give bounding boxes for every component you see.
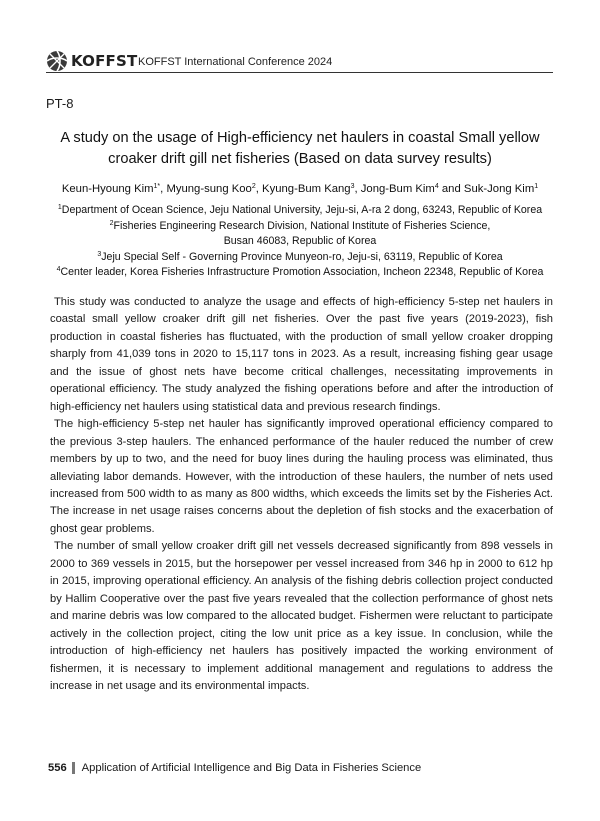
author-name: Kyung-Bum Kang: [262, 183, 351, 195]
author-separator: and: [438, 183, 464, 195]
author-list: [30, 183, 570, 195]
affiliation: $^3$Jeju Special Self - Governing Province Munyeon-ro, Jeju-si, 63119, Republic of Korea: [97, 250, 503, 263]
author-separator: ,: [255, 183, 263, 195]
affiliation-list: [30, 203, 570, 281]
author-name: Myung-sung Koo: [166, 183, 252, 195]
logo-text: KOFFST: [71, 52, 138, 70]
affiliation: $^1$Department of Ocean Science, Jeju National University, Jeju-si, A-ra 2 dong, 63243, Republic of Korea: [57, 204, 543, 216]
affiliation: Busan 46083, Republic of Korea: [223, 235, 377, 247]
author-name: Jong-Bum Kim: [360, 183, 435, 195]
title-line-1: A study on the usage of High-efficiency net haulers in coastal Small yellow: [60, 130, 540, 146]
author-name: Suk-Jong Kim: [463, 183, 535, 195]
abstract-paragraph: The high-efficiency 5-step net hauler has significantly improved operational efficiency compared to the previous 3-step haulers. The enhanced performance of the hauler reduced the number of crew members by up to two, and the need for buoy lines during the hauling process was eliminated, thus alleviating labor demands. However, with the introduction of these haulers, the number of nets used increased from 500 width to as many as 800 widths, which exceeds the limits set by the Fisheries Act. The increase in net usage raises concerns about the depletion of fish stocks and the exacerbation of ghost gear problems.: [50, 418, 553, 535]
page-header: [46, 50, 553, 73]
author-separator: ,: [160, 183, 167, 195]
paper-code: PT-8: [46, 96, 74, 111]
author-affiliation-mark: 4: [434, 183, 439, 190]
conference-name: KOFFST International Conference 2024: [138, 56, 333, 68]
page-number: 556: [48, 762, 67, 774]
footer-section-title: Application of Artificial Intelligence and Big Data in Fisheries Science: [81, 762, 422, 774]
author-affiliation-mark: 1: [534, 183, 539, 190]
author-separator: ,: [354, 183, 361, 195]
affiliation: $^2$Fisheries Engineering Research Division, National Institute of Fisheries Science,: [109, 219, 491, 232]
author-affiliation-mark: 3: [350, 183, 355, 190]
abstract-body: [50, 294, 553, 695]
footer-divider: [72, 762, 75, 774]
abstract-paragraph: This study was conducted to analyze the usage and effects of high-efficiency 5-step net haulers in coastal small yellow croaker drift gill net fisheries. Over the past five years (2019-2023), fish production in coastal fisheries has fluctuated, with the production of small yellow croaker dropping sharply from 41,039 tons in 2020 to 15,117 tons in 2023. As a result, increasing fishing gear usage and the issue of ghost nets have become critical challenges, necessitating improvements in operational efficiency. The study analyzed the fishing operations before and after the introduction of high-efficiency net haulers using statistical data and previous research findings.: [50, 296, 553, 413]
koffst-logo: [46, 50, 137, 72]
author-affiliation-mark: 1*: [153, 183, 161, 190]
affiliation: $^4$Center leader, Korea Fisheries Infrastructure Promotion Association, Incheon 22348, Republic of Korea: [56, 266, 544, 278]
abstract-paragraph: The number of small yellow croaker drift gill net vessels decreased significantly from 898 vessels in 2000 to 369 vessels in 2015, but the horsepower per vessel increased from 346 hp in 2000 to 612 hp in 2015, improving operational efficiency. An analysis of the fishing debris collection project conducted by Hallim Cooperative over the past five years revealed that the collection performance of ghost nets and marine debris was low compared to the allocated budget. Fishermen were reluctant to participate actively in the collection project, citing the low unit price as a key issue. In conclusion, while the introduction of high-efficiency net haulers has positively impacted the working environment of fishermen, it is necessary to implement additional management and regulations to address the increase in net usage and its environmental impacts.: [50, 540, 553, 692]
koffst-logo-icon: [46, 50, 68, 72]
author-name: Keun-Hyoung Kim: [61, 183, 154, 195]
title-line-2: croaker drift gill net fisheries (Based on data survey results): [108, 151, 492, 167]
author-affiliation-mark: 2: [251, 183, 256, 190]
paper-title: [40, 128, 560, 170]
page-footer: [48, 762, 421, 774]
